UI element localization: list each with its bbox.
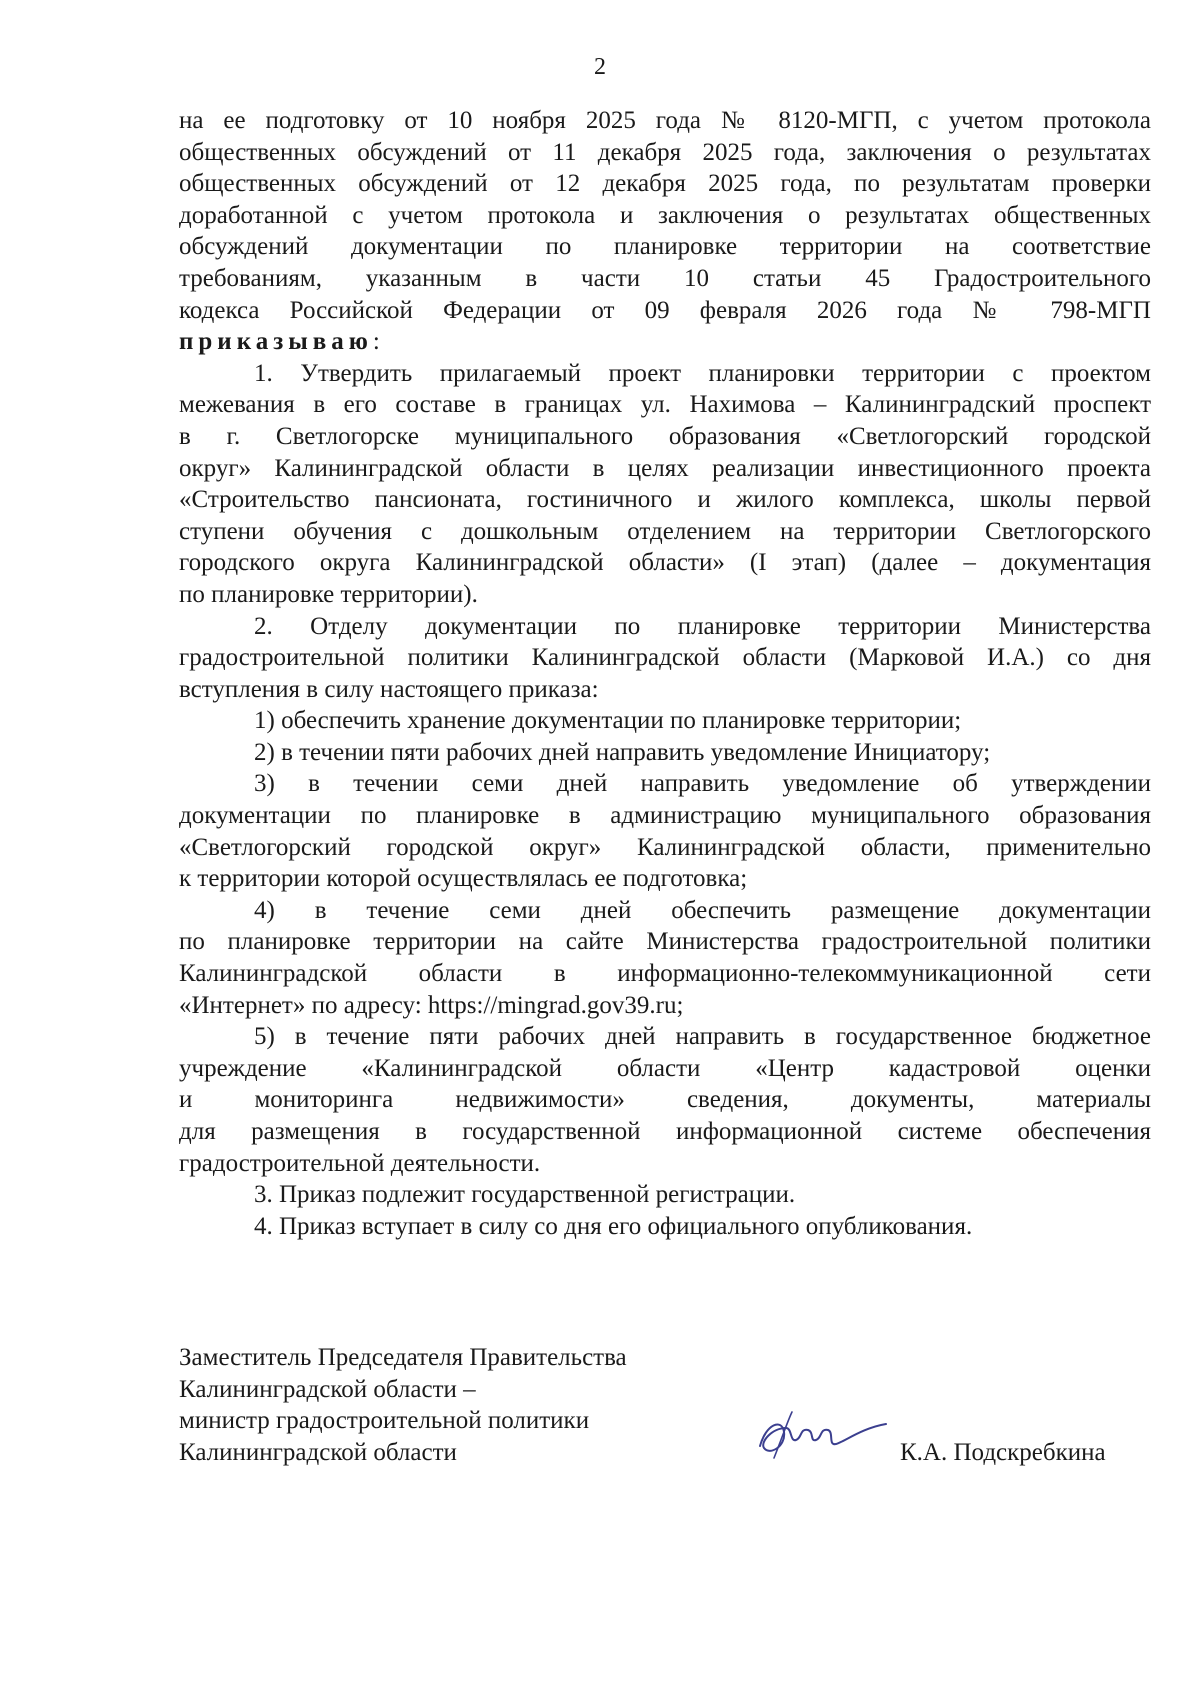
text-line: градостроительной политики Калининградской области (Марковой И.А.) со дня: [179, 644, 1151, 672]
text-line: Калининградской области в информационно-телекоммуникационной сети: [179, 960, 1151, 988]
signatory-position: [179, 1342, 627, 1468]
text-line: межевания в его составе в границах ул. Нахимова – Калининградский проспект: [179, 391, 1151, 419]
signer-name: К.А. Подскребкина: [900, 1439, 1106, 1466]
text-line: 2. Отделу документации по планировке территории Министерства: [254, 612, 1151, 640]
position-line: Калининградской области: [179, 1438, 457, 1466]
order-line: [179, 326, 1151, 358]
text-line: по планировке территории на сайте Министерства градостроительной политики: [179, 928, 1151, 956]
text-line: 2) в течении пяти рабочих дней направить уведомление Инициатору;: [254, 738, 991, 766]
text-line: 5) в течение пяти рабочих дней направить в государственное бюджетное: [254, 1023, 1151, 1051]
text-line: учреждение «Калининградской области «Центр кадастровой оценки: [179, 1054, 1151, 1082]
text-line: 3. Приказ подлежит государственной регистрации.: [254, 1181, 796, 1209]
text-line: общественных обсуждений от 11 декабря 2025 года, заключения о результатах: [179, 138, 1151, 166]
text-line: к территории которой осуществлялась ее подготовка;: [179, 865, 748, 893]
text-line: округ» Калининградской области в целях реализации инвестиционного проекта: [179, 454, 1151, 482]
text-line: вступления в силу настоящего приказа:: [179, 675, 599, 703]
text-line: документации по планировке в администрацию муниципального образования: [179, 802, 1151, 830]
text-line: для размещения в государственной информационной системе обеспечения: [179, 1118, 1151, 1145]
text-line: обсуждений документации по планировке территории на соответствие: [179, 233, 1151, 261]
position-line: министр градостроительной политики: [179, 1407, 590, 1435]
position-line: Заместитель Председателя Правительства: [179, 1344, 627, 1371]
text-line: кодекса Российской Федерации от 09 февраля 2026 года № 798-МГП: [179, 296, 1151, 324]
position-line: Калининградской области –: [179, 1375, 476, 1403]
text-line: и мониторинга недвижимости» сведения, документы, материалы: [179, 1086, 1151, 1114]
text-line: 4) в течение семи дней обеспечить размещение документации: [254, 896, 1151, 924]
text-line: «Светлогорский городской округ» Калининградской области, применительно: [179, 833, 1151, 861]
text-line: на ее подготовку от 10 ноября 2025 года № 8120-МГП, с учетом протокола: [179, 107, 1151, 134]
text-line: общественных обсуждений от 12 декабря 2025 года, по результатам проверки: [179, 170, 1151, 198]
text-line: 1) обеспечить хранение документации по планировке территории;: [254, 707, 962, 735]
text-line: 3) в течении семи дней направить уведомление об утверждении: [254, 770, 1151, 798]
text-line: доработанной с учетом протокола и заключения о результатах общественных: [179, 201, 1151, 229]
text-line: требованиям, указанным в части 10 статьи 45 Градостроительного: [179, 264, 1151, 292]
document-body: [179, 105, 1151, 1242]
text-line: 1. Утвердить прилагаемый проект планировки территории с проектом: [254, 359, 1151, 387]
page-number: 2: [594, 54, 606, 80]
order-word: приказываю: [179, 328, 373, 356]
text-line: градостроительной деятельности.: [179, 1149, 541, 1177]
text-line: по планировке территории).: [179, 580, 478, 608]
text-line: городского округа Калининградской области» (I этап) (далее – документация: [179, 549, 1151, 577]
handwritten-signature: [752, 1398, 892, 1468]
text-line: «Интернет» по адресу: https://mingrad.gov39.ru;: [179, 991, 684, 1019]
text-line: ступени обучения с дошкольным отделением на территории Светлогорского: [179, 517, 1151, 545]
text-line: «Строительство пансионата, гостиничного и жилого комплекса, школы первой: [179, 486, 1151, 514]
text-line: 4. Приказ вступает в силу со дня его официального опубликования.: [254, 1212, 973, 1240]
order-colon: :: [372, 328, 380, 356]
text-line: в г. Светлогорске муниципального образования «Светлогорский городской: [179, 422, 1151, 450]
